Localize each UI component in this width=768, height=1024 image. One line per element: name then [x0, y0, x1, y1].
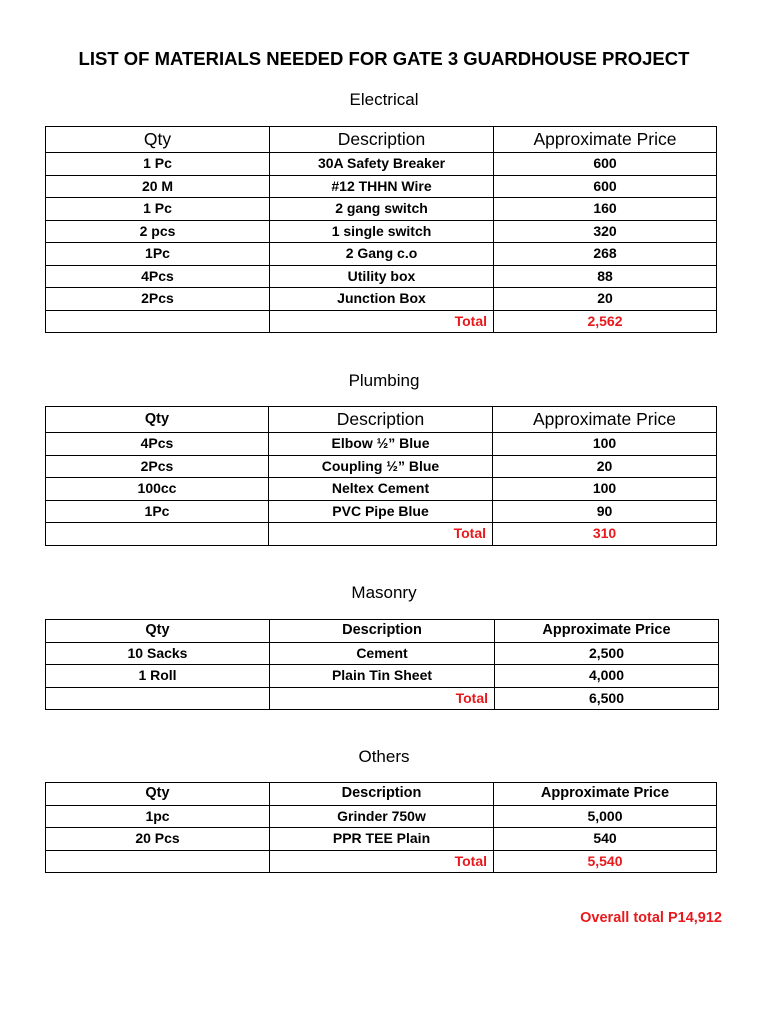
plumbing-table — [45, 406, 717, 546]
electrical-table — [45, 126, 717, 333]
table-row — [46, 455, 717, 478]
qty-cell: 1pc — [46, 805, 270, 828]
description-cell: 2 gang switch — [270, 198, 494, 221]
column-header-description: Description — [270, 783, 494, 806]
qty-cell: 2Pcs — [46, 455, 269, 478]
table-header-row — [46, 620, 719, 643]
description-cell: Junction Box — [270, 288, 494, 311]
qty-cell: 20 M — [46, 175, 270, 198]
table-row — [46, 153, 717, 176]
qty-cell: 2Pcs — [46, 288, 270, 311]
price-cell: 100 — [493, 433, 717, 456]
total-row — [46, 687, 719, 710]
table-row — [46, 828, 717, 851]
masonry-table — [45, 619, 719, 710]
column-header-price: Approximate Price — [493, 407, 717, 433]
empty-cell — [46, 850, 270, 873]
table-row — [46, 265, 717, 288]
total-label: Total — [269, 523, 493, 546]
total-value: 6,500 — [495, 687, 719, 710]
table-row — [46, 243, 717, 266]
empty-cell — [46, 523, 269, 546]
total-row — [46, 523, 717, 546]
price-cell: 5,000 — [494, 805, 717, 828]
description-cell: 2 Gang c.o — [270, 243, 494, 266]
column-header-description: Description — [269, 407, 493, 433]
table-row — [46, 433, 717, 456]
total-label: Total — [270, 850, 494, 873]
column-header-price: Approximate Price — [495, 620, 719, 643]
column-header-qty: Qty — [46, 620, 270, 643]
qty-cell: 4Pcs — [46, 433, 269, 456]
table-row — [46, 288, 717, 311]
description-cell: PVC Pipe Blue — [269, 500, 493, 523]
description-cell: Elbow ½” Blue — [269, 433, 493, 456]
price-cell: 268 — [494, 243, 717, 266]
empty-cell — [46, 687, 270, 710]
column-header-qty: Qty — [46, 127, 270, 153]
table-row — [46, 198, 717, 221]
page-title: LIST OF MATERIALS NEEDED FOR GATE 3 GUARDHOUSE PROJECT — [78, 48, 690, 69]
qty-cell: 1 Pc — [46, 198, 270, 221]
price-cell: 160 — [494, 198, 717, 221]
column-header-price: Approximate Price — [494, 783, 717, 806]
qty-cell: 1Pc — [46, 500, 269, 523]
price-cell: 320 — [494, 220, 717, 243]
table-row — [46, 665, 719, 688]
empty-cell — [46, 310, 270, 333]
section-heading-plumbing: Plumbing — [348, 371, 420, 390]
total-value: 310 — [493, 523, 717, 546]
price-cell: 540 — [494, 828, 717, 851]
total-label: Total — [270, 687, 495, 710]
qty-cell: 4Pcs — [46, 265, 270, 288]
qty-cell: 1 Roll — [46, 665, 270, 688]
qty-cell: 1Pc — [46, 243, 270, 266]
description-cell: Coupling ½” Blue — [269, 455, 493, 478]
price-cell: 20 — [494, 288, 717, 311]
table-row — [46, 500, 717, 523]
column-header-description: Description — [270, 620, 495, 643]
qty-cell: 2 pcs — [46, 220, 270, 243]
total-value: 2,562 — [494, 310, 717, 333]
column-header-qty: Qty — [46, 783, 270, 806]
price-cell: 100 — [493, 478, 717, 501]
table-row — [46, 642, 719, 665]
description-cell: #12 THHN Wire — [270, 175, 494, 198]
overall-total: Overall total P14,912 — [580, 910, 722, 926]
total-value: 5,540 — [494, 850, 717, 873]
table-row — [46, 175, 717, 198]
others-table — [45, 782, 717, 873]
description-cell: Neltex Cement — [269, 478, 493, 501]
description-cell: 1 single switch — [270, 220, 494, 243]
qty-cell: 20 Pcs — [46, 828, 270, 851]
column-header-qty: Qty — [46, 407, 269, 433]
table-row — [46, 220, 717, 243]
description-cell: Cement — [270, 642, 495, 665]
column-header-description: Description — [270, 127, 494, 153]
column-header-price: Approximate Price — [494, 127, 717, 153]
table-header-row — [46, 407, 717, 433]
total-row — [46, 850, 717, 873]
qty-cell: 100cc — [46, 478, 269, 501]
description-cell: PPR TEE Plain — [270, 828, 494, 851]
description-cell: 30A Safety Breaker — [270, 153, 494, 176]
table-header-row — [46, 783, 717, 806]
price-cell: 20 — [493, 455, 717, 478]
table-row — [46, 478, 717, 501]
section-heading-others: Others — [358, 747, 410, 766]
description-cell: Plain Tin Sheet — [270, 665, 495, 688]
description-cell: Utility box — [270, 265, 494, 288]
description-cell: Grinder 750w — [270, 805, 494, 828]
price-cell: 600 — [494, 153, 717, 176]
price-cell: 4,000 — [495, 665, 719, 688]
price-cell: 90 — [493, 500, 717, 523]
section-heading-masonry: Masonry — [351, 583, 417, 602]
qty-cell: 10 Sacks — [46, 642, 270, 665]
price-cell: 2,500 — [495, 642, 719, 665]
price-cell: 600 — [494, 175, 717, 198]
table-row — [46, 805, 717, 828]
price-cell: 88 — [494, 265, 717, 288]
table-header-row — [46, 127, 717, 153]
total-label: Total — [270, 310, 494, 333]
qty-cell: 1 Pc — [46, 153, 270, 176]
total-row — [46, 310, 717, 333]
section-heading-electrical: Electrical — [349, 90, 419, 109]
